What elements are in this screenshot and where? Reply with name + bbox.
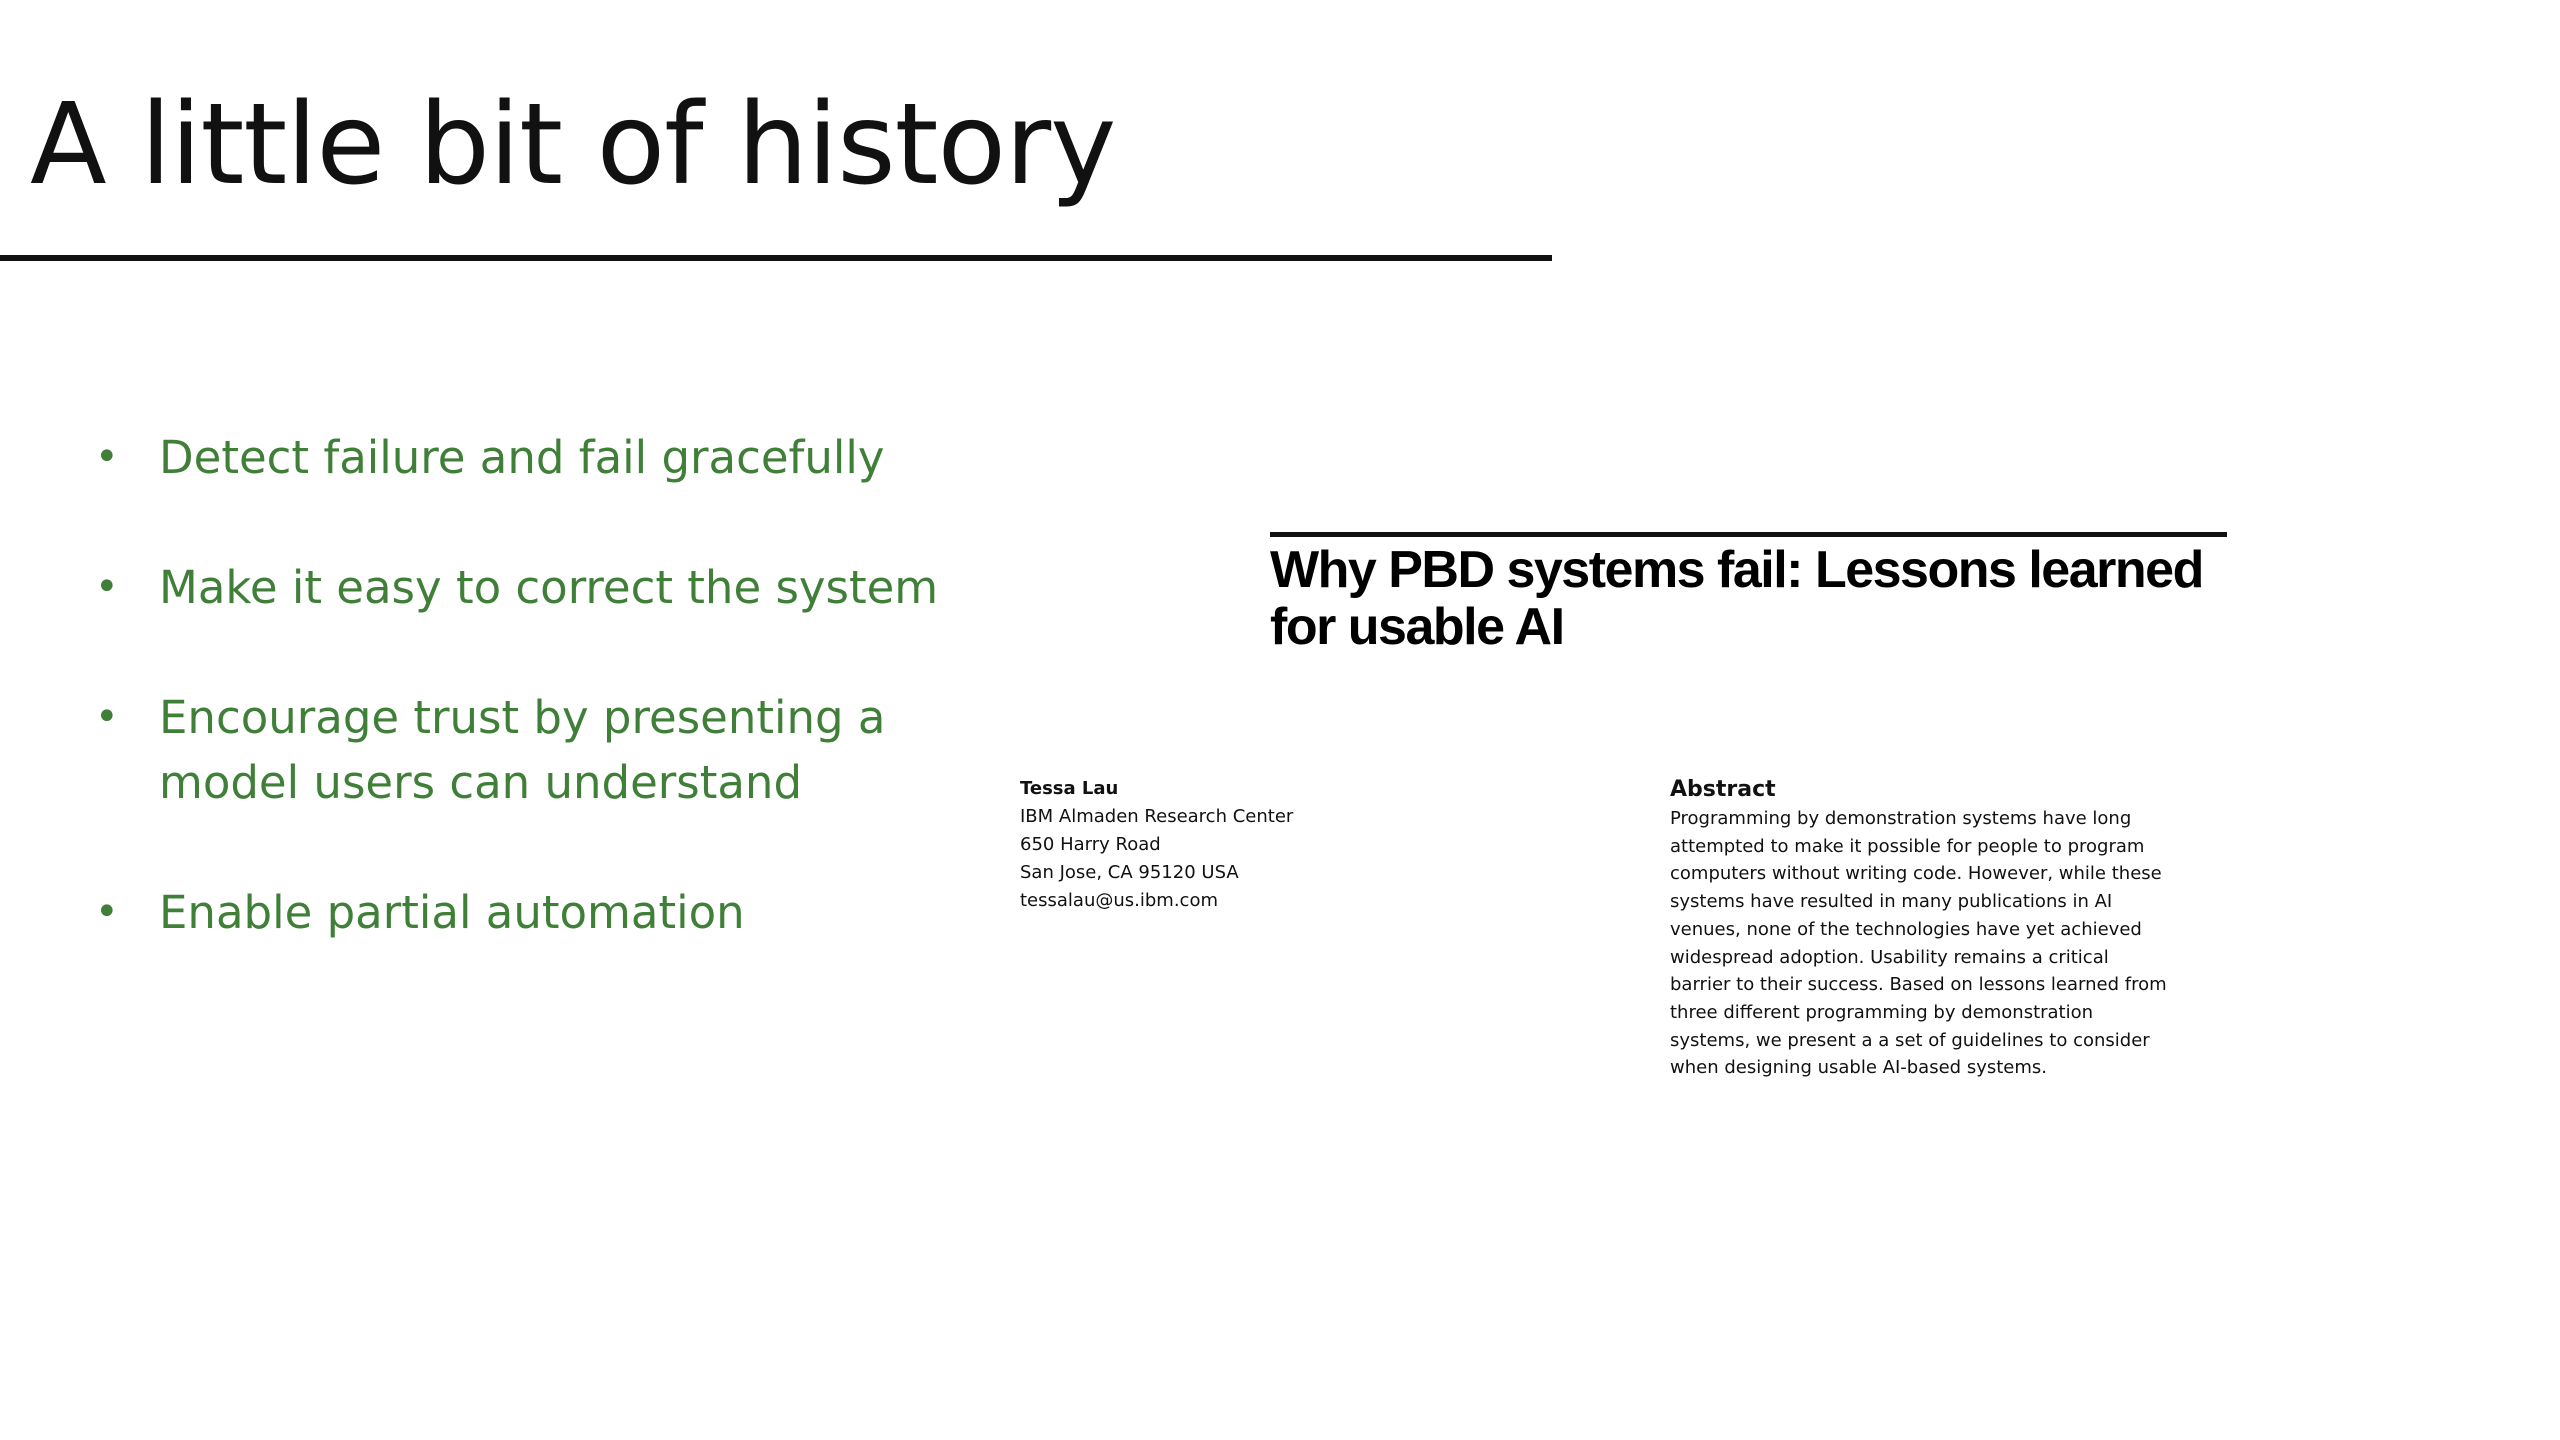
abstract-line: computers without writing code. However, while these <box>1670 863 2162 885</box>
author-name: Tessa Lau <box>1020 778 1119 799</box>
abstract-line: when designing usable AI-based systems. <box>1670 1057 2047 1079</box>
slide-title: A little bit of history <box>30 80 1116 210</box>
abstract-line: attempted to make it possible for people to program <box>1670 835 2145 857</box>
bullet-text: Detect failure and fail gracefully <box>159 431 885 484</box>
bullet-dot-icon: • <box>95 564 119 610</box>
paper-title-rule <box>1270 532 2227 537</box>
abstract-heading: Abstract <box>1670 777 1776 802</box>
bullet-dot-icon: • <box>95 434 119 480</box>
bullet-list <box>95 425 975 1010</box>
abstract-line: Programming by demonstration systems have long <box>1670 808 2132 829</box>
abstract-line: three different programming by demonstration <box>1670 1001 2094 1023</box>
author-city: San Jose, CA 95120 USA <box>1020 862 1239 883</box>
title-underline <box>0 255 1552 261</box>
author-affiliation: IBM Almaden Research Center <box>1020 806 1294 827</box>
abstract-line: widespread adoption. Usability remains a critical <box>1670 946 2109 968</box>
bullet-dot-icon: • <box>95 694 119 740</box>
abstract-line: systems, we present a a set of guidelines to consider <box>1670 1029 2150 1051</box>
paper-excerpt <box>1000 520 2240 1100</box>
paper-title: Why PBD systems fail: Lessons learned for usable AI <box>1270 541 2203 656</box>
bullet-text: Make it easy to correct the system <box>159 561 939 614</box>
bullet-text: Enable partial automation <box>159 886 745 939</box>
author-block <box>1020 775 1520 915</box>
abstract-line: venues, none of the technologies have yet achieved <box>1670 918 2142 940</box>
abstract-line: systems have resulted in many publications in AI <box>1670 891 2113 913</box>
author-street: 650 Harry Road <box>1020 834 1161 855</box>
abstract-block <box>1670 775 2240 1082</box>
author-email: tessalau@us.ibm.com <box>1020 890 1218 911</box>
bullet-item-detect-failure <box>95 425 975 490</box>
bullet-text: Encourage trust by presenting a model users can understand <box>159 691 886 809</box>
bullet-item-easy-correct <box>95 555 975 620</box>
bullet-item-encourage-trust <box>95 685 975 815</box>
bullet-item-partial-automation <box>95 880 975 945</box>
abstract-line: barrier to their success. Based on lessons learned from <box>1670 974 2167 996</box>
bullet-dot-icon: • <box>95 889 119 935</box>
